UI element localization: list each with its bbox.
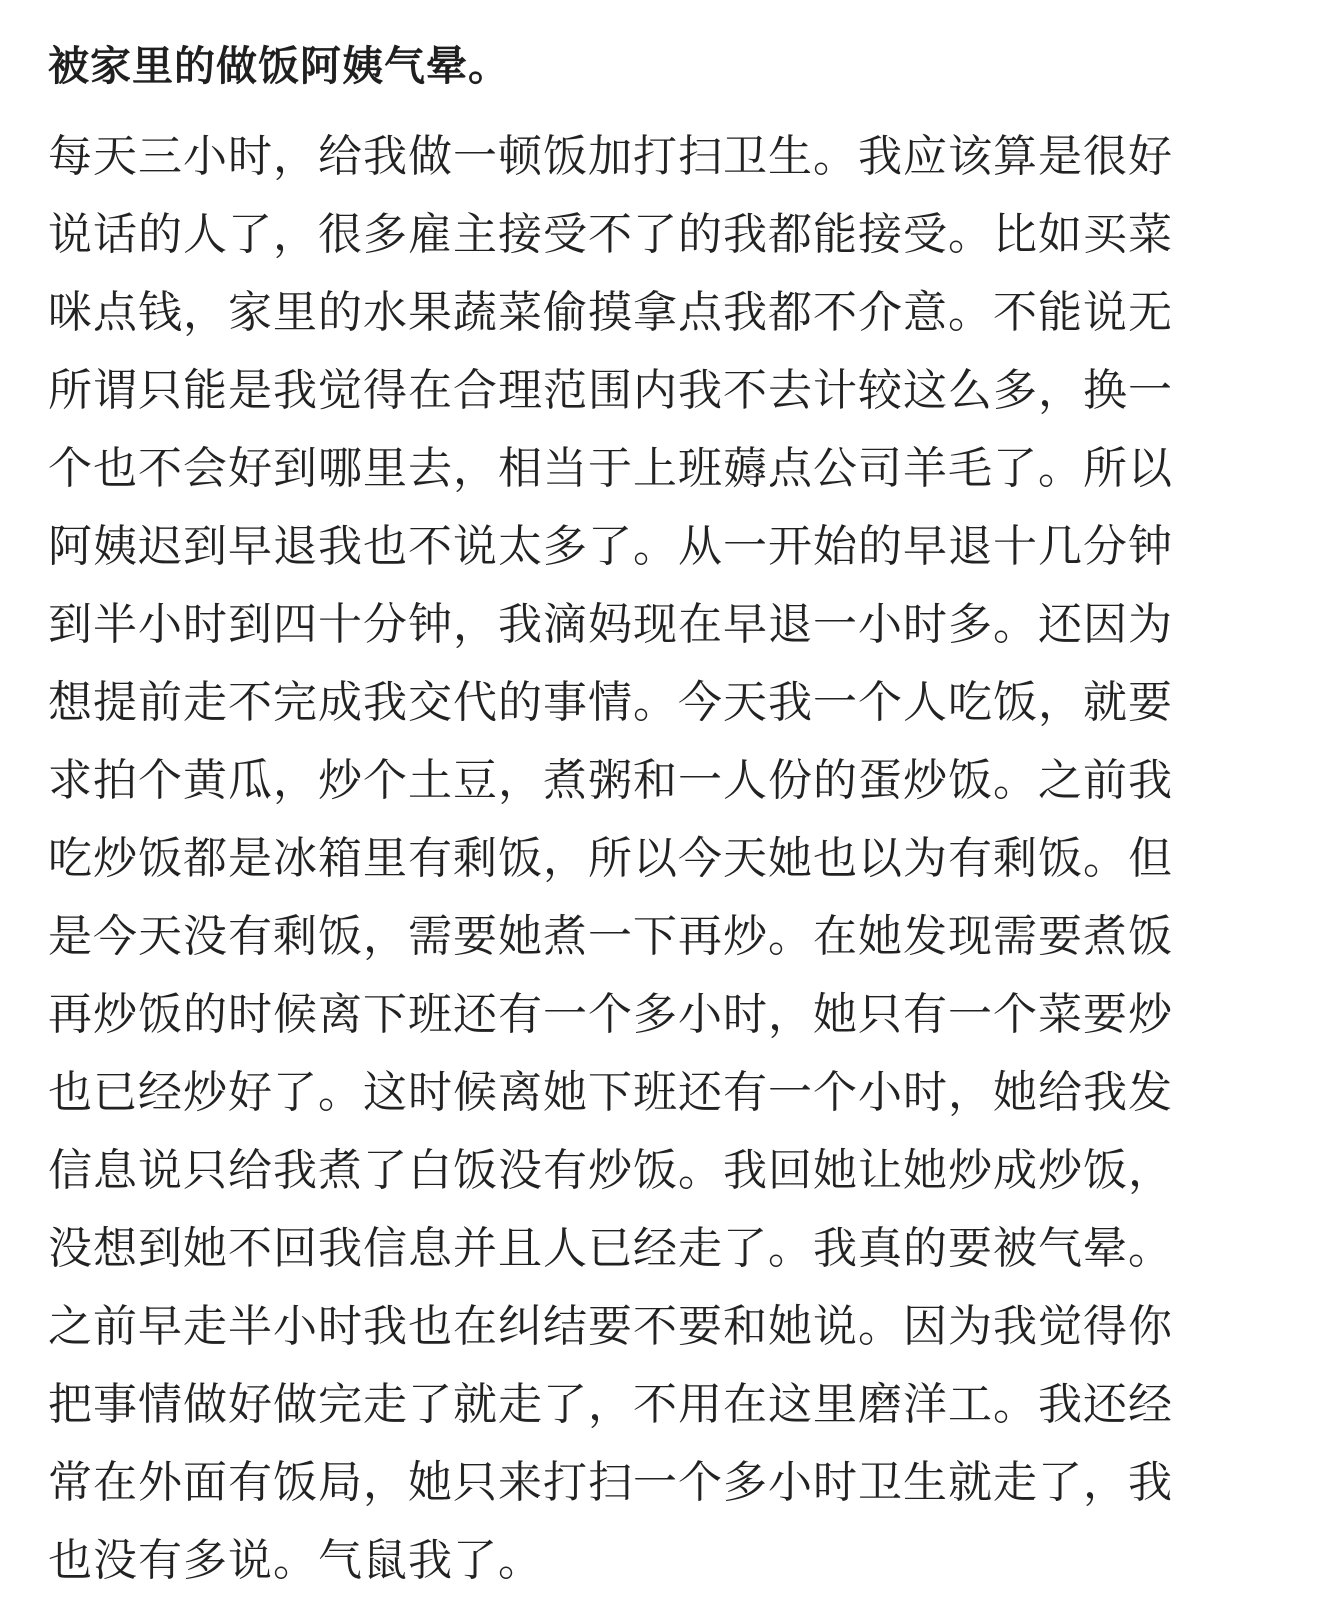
- post-line: 再炒饭的时候离下班还有一个多小时，她只有一个菜要炒: [48, 989, 1173, 1040]
- post-body: [48, 118, 1218, 1600]
- post-line: 把事情做好做完走了就走了，不用在这里磨洋工。我还经: [48, 1379, 1173, 1430]
- watermark: [1224, 1567, 1294, 1589]
- post-line: 也没有多说。气鼠我了。: [48, 1535, 543, 1586]
- post-line: 想提前走不完成我交代的事情。今天我一个人吃饭，就要: [48, 677, 1173, 728]
- post-line: 个也不会好到哪里去，相当于上班薅点公司羊毛了。所以: [48, 443, 1173, 494]
- post-line: 是今天没有剩饭，需要她煮一下再炒。在她发现需要煮饭: [48, 911, 1173, 962]
- post-line: 信息说只给我煮了白饭没有炒饭。我回她让她炒成炒饭，: [48, 1145, 1173, 1196]
- post-line: 吃炒饭都是冰箱里有剩饭，所以今天她也以为有剩饭。但: [48, 833, 1173, 884]
- post-line: 也已经炒好了。这时候离她下班还有一个小时，她给我发: [48, 1067, 1173, 1118]
- post-line: 之前早走半小时我也在纠结要不要和她说。因为我觉得你: [48, 1301, 1173, 1352]
- post-line: 没想到她不回我信息并且人已经走了。我真的要被气晕。: [48, 1223, 1173, 1274]
- post-line: 求拍个黄瓜，炒个土豆，煮粥和一人份的蛋炒饭。之前我: [48, 755, 1173, 806]
- post-title: 被家里的做饭阿姨气晕。: [48, 42, 510, 90]
- post-line: 咪点钱，家里的水果蔬菜偷摸拿点我都不介意。不能说无: [48, 287, 1173, 338]
- post-line: 所谓只能是我觉得在合理范围内我不去计较这么多，换一: [48, 365, 1173, 416]
- post-line: 到半小时到四十分钟，我滴妈现在早退一小时多。还因为: [48, 599, 1173, 650]
- post-line: 每天三小时，给我做一顿饭加打扫卫生。我应该算是很好: [48, 131, 1173, 182]
- post-line: 阿姨迟到早退我也不说太多了。从一开始的早退十几分钟: [48, 521, 1173, 572]
- post-line: 说话的人了，很多雇主接受不了的我都能接受。比如买菜: [48, 209, 1173, 260]
- post-line: 常在外面有饭局，她只来打扫一个多小时卫生就走了，我: [48, 1457, 1173, 1508]
- post-container: [48, 0, 1218, 1600]
